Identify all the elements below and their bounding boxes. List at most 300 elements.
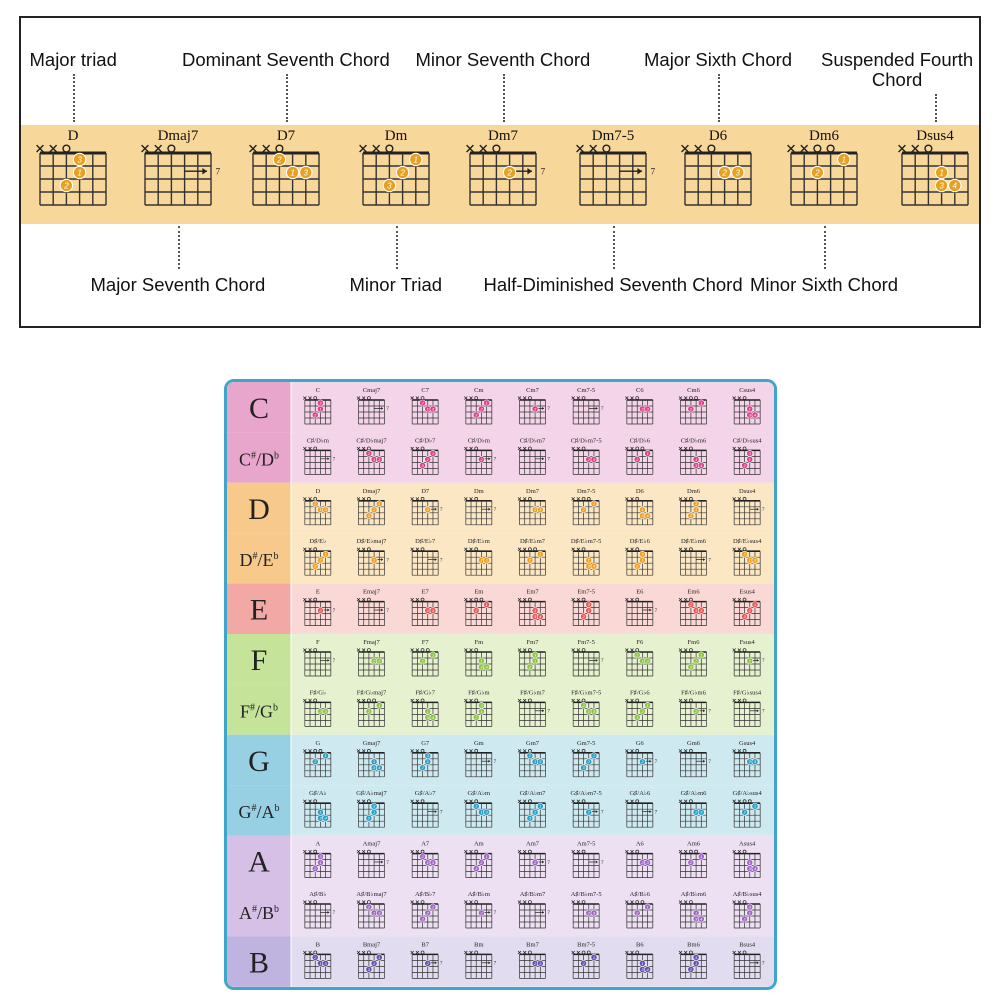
chord-name: G♯/A♭m6: [680, 790, 707, 798]
finger-number: 3: [528, 815, 532, 821]
chord-name: A♯/B♭m7: [519, 891, 546, 898]
finger-number: 3: [314, 563, 317, 569]
finger-number: 2: [372, 960, 376, 966]
label-slash: /E: [257, 550, 274, 571]
chord-type-legend: [19, 16, 981, 328]
label-sharp: #: [250, 702, 256, 714]
finger-number: 2: [528, 753, 532, 759]
finger-number: 4: [592, 563, 596, 569]
finger-number: 2: [636, 563, 639, 569]
chord-name: A♯/B♭7: [414, 891, 436, 898]
legend-label-text: Suspended Fourth: [821, 49, 974, 70]
finger-number: 1: [485, 400, 488, 406]
finger-number: 2: [367, 450, 371, 456]
finger-number: 3: [592, 456, 596, 462]
finger-number: 2: [367, 904, 371, 910]
finger-number: 2: [372, 658, 376, 664]
chord-name: Cm6: [687, 387, 700, 394]
finger-number: 2: [582, 960, 585, 966]
fret-number: 7: [332, 608, 336, 614]
legend-label-text: Minor Seventh Chord: [415, 49, 591, 70]
finger-number: 3: [480, 702, 483, 708]
finger-number: 3: [480, 664, 483, 670]
finger-number: 1: [426, 859, 429, 865]
chart-row-label: C: [248, 392, 270, 425]
finger-number: 2: [480, 910, 483, 916]
chord-name: Am: [473, 840, 484, 848]
finger-number: 2: [314, 759, 317, 765]
finger-number: 3: [387, 181, 392, 191]
legend-label-text: Minor Sixth Chord: [750, 274, 899, 295]
fret-number: 7: [600, 407, 604, 413]
chord-name: F♯/G♭m7-5: [571, 689, 602, 697]
fret-number: 7: [708, 759, 711, 765]
finger-number: 3: [539, 507, 542, 513]
chord-name: A♯/B♭m7-5: [570, 891, 602, 898]
finger-number: 3: [372, 765, 376, 771]
finger-number: 3: [378, 456, 381, 462]
finger-number: 2: [533, 406, 537, 412]
finger-number: 2: [587, 759, 590, 765]
finger-number: 2: [694, 708, 698, 714]
chord-name: C♯/D♭m: [306, 437, 329, 445]
finger-number: 1: [694, 607, 698, 613]
finger-number: 2: [426, 456, 429, 462]
chord-name: F♯/G♭m6: [681, 689, 706, 697]
finger-number: 3: [939, 181, 944, 191]
finger-number: 2: [314, 501, 317, 507]
label-flat: b: [273, 551, 279, 563]
chord-name: Dm7-5: [576, 487, 596, 495]
finger-number: 2: [475, 714, 478, 720]
finger-number: 4: [700, 462, 703, 468]
legend-label-text: Minor Triad: [349, 274, 443, 295]
legend-chord-name: D7: [276, 128, 296, 144]
chord-name: Esus4: [739, 588, 755, 596]
legend-chord-name: Dsus4: [916, 128, 954, 144]
finger-number: 1: [319, 859, 322, 865]
finger-number: 3: [319, 853, 322, 859]
finger-number: 4: [753, 412, 757, 418]
finger-number: 3: [694, 501, 698, 507]
finger-number: 3: [646, 658, 649, 664]
finger-number: 2: [748, 759, 751, 765]
finger-number: 1: [748, 406, 751, 412]
fret-number: 7: [493, 457, 497, 463]
finger-number: 1: [431, 450, 435, 456]
finger-number: 3: [641, 966, 644, 972]
finger-number: 2: [689, 513, 693, 519]
fret-number: 7: [547, 860, 550, 866]
chord-name: Gsus4: [739, 739, 756, 747]
finger-number: 2: [636, 652, 639, 658]
finger-number: 2: [426, 507, 429, 513]
chord-name: Dsus4: [739, 487, 756, 495]
finger-number: 1: [700, 652, 703, 658]
legend-chord-name: D: [67, 128, 79, 144]
legend-label-text: Major Sixth Chord: [644, 49, 793, 70]
finger-number: 3: [426, 714, 429, 720]
finger-number: 3: [592, 910, 596, 916]
finger-number: 2: [641, 759, 644, 765]
chord-chart: [224, 379, 777, 990]
finger-number: 2: [480, 859, 483, 865]
legend-label-text: Major triad: [29, 49, 117, 70]
chord-name: Cm7: [526, 387, 539, 394]
chord-name: Dmaj7: [362, 487, 381, 495]
finger-number: 3: [372, 803, 376, 809]
finger-number: 2: [689, 406, 693, 412]
fret-number: 7: [761, 709, 765, 715]
label-root: C: [238, 449, 252, 470]
finger-number: 2: [372, 507, 376, 513]
chord-name: G♯/A♭m7: [519, 790, 546, 798]
chord-name: Am6: [687, 840, 700, 848]
finger-number: 2: [400, 168, 405, 178]
chord-name: Dm7: [526, 487, 539, 495]
finger-number: 1: [748, 910, 751, 916]
finger-number: 1: [646, 450, 649, 456]
finger-number: 1: [753, 803, 757, 809]
fret-number: 7: [386, 860, 389, 866]
chord-name: A6: [635, 840, 644, 848]
legend-chord-name: Dm7: [488, 128, 518, 144]
chord-name: Amaj7: [362, 840, 381, 848]
finger-number: 1: [426, 708, 429, 714]
finger-number: 2: [475, 803, 478, 809]
finger-number: 3: [475, 412, 478, 418]
finger-number: 3: [475, 865, 478, 871]
finger-number: 4: [485, 664, 488, 670]
finger-number: 1: [378, 954, 381, 960]
legend-chord-diagram: [788, 145, 857, 205]
chord-name: Cm7-5: [577, 387, 596, 394]
finger-number: 2: [689, 966, 693, 972]
finger-number: 3: [592, 708, 596, 714]
chart-row-label: [239, 802, 280, 822]
chart-row-label: D: [248, 492, 270, 526]
finger-number: 2: [319, 607, 322, 613]
finger-number: 3: [367, 966, 371, 972]
finger-number: 2: [421, 658, 424, 664]
fret-number: 7: [540, 166, 546, 177]
chord-name: G: [315, 739, 321, 747]
fret-number: 7: [761, 507, 765, 513]
chord-name: G♯/A♭6: [629, 790, 651, 798]
chord-name: Bm: [474, 941, 484, 949]
chart-row-label: A: [248, 845, 270, 879]
chord-name: F6: [636, 639, 644, 646]
fret-number: 7: [439, 507, 443, 513]
finger-number: 2: [641, 859, 644, 865]
chord-name: D♯/E♭m7-5: [570, 538, 602, 546]
chord-name: Em7: [526, 588, 539, 596]
chart-row-label: [240, 550, 279, 570]
legend-diagrams: [21, 18, 979, 326]
fret-number: 7: [654, 608, 658, 614]
finger-number: 1: [426, 759, 429, 765]
chord-name: F♯/G♭: [309, 689, 327, 697]
legend-chord-diagram: [467, 145, 546, 205]
chord-name: Emaj7: [363, 588, 380, 596]
fret-number: 7: [708, 709, 711, 715]
open-marker: [63, 145, 70, 152]
chord-name: A♯/B♭m6: [680, 891, 707, 898]
chord-name: Fm7: [526, 639, 539, 646]
chord-name: C♯/D♭sus4: [732, 437, 762, 445]
finger-number: 1: [587, 708, 590, 714]
open-marker: [925, 145, 932, 152]
fret-number: 7: [547, 709, 550, 715]
fret-number: 7: [332, 911, 336, 917]
finger-number: 3: [743, 613, 746, 619]
finger-number: 4: [646, 966, 649, 972]
finger-number: 2: [587, 809, 590, 815]
finger-number: 3: [700, 607, 703, 613]
chart-row-label: [239, 903, 279, 923]
label-sharp: #: [251, 904, 257, 915]
finger-number: 3: [319, 400, 322, 406]
chord-name: Fmaj7: [363, 639, 380, 646]
finger-number: 3: [694, 954, 698, 960]
fret-number: 7: [547, 407, 550, 413]
chord-name: Am7-5: [576, 840, 596, 848]
label-root: F: [239, 701, 251, 722]
finger-number: 1: [426, 406, 429, 412]
finger-number: 2: [748, 658, 751, 664]
chord-name: C♯/D♭m: [467, 437, 490, 445]
fret-number: 7: [493, 759, 497, 765]
chord-name: G♯/A♭7: [414, 790, 436, 798]
fret-number: 7: [439, 961, 443, 967]
finger-number: 1: [372, 456, 376, 462]
finger-number: 2: [748, 607, 751, 613]
finger-number: 3: [641, 513, 644, 519]
chord-name: Em6: [687, 588, 700, 596]
finger-number: 1: [646, 702, 649, 708]
finger-number: 3: [426, 753, 429, 759]
finger-number: 1: [378, 702, 381, 708]
finger-number: 1: [748, 557, 751, 563]
finger-number: 3: [641, 551, 644, 557]
chord-name: Dm6: [687, 487, 700, 495]
chord-name: G♯/A♭: [309, 790, 327, 798]
finger-number: 2: [533, 507, 537, 513]
chord-name: Em7-5: [577, 588, 596, 596]
chord-name: C♯/D♭maj7: [356, 437, 387, 445]
label-sharp: #: [251, 803, 257, 815]
chord-name: D♯/E♭7: [415, 538, 436, 546]
finger-number: 3: [324, 708, 327, 714]
finger-number: 2: [636, 910, 639, 916]
finger-number: 1: [592, 501, 596, 507]
finger-number: 2: [743, 809, 746, 815]
slide-arrowhead: [637, 168, 642, 175]
finger-number: 3: [378, 910, 381, 916]
chord-name: D7: [421, 487, 430, 495]
fret-number: 7: [493, 961, 497, 967]
finger-number: 3: [431, 607, 435, 613]
label-slash: /D: [256, 449, 275, 470]
finger-number: 3: [646, 406, 649, 412]
chord-name: G♯/A♭maj7: [356, 790, 387, 798]
finger-number: 1: [413, 155, 419, 165]
finger-number: 3: [485, 809, 488, 815]
chord-name: B7: [421, 941, 429, 949]
finger-number: 3: [319, 815, 322, 821]
finger-number: 2: [480, 406, 483, 412]
finger-number: 1: [290, 168, 295, 178]
finger-number: 3: [735, 168, 741, 178]
finger-number: 3: [748, 412, 751, 418]
legend-label-text: Major Seventh Chord: [90, 274, 266, 295]
legend-chord-name: Dm6: [809, 128, 839, 144]
chord-name: D♯/E♭maj7: [356, 538, 387, 546]
finger-number: 2: [533, 960, 537, 966]
finger-number: 4: [753, 865, 757, 871]
finger-number: 2: [480, 456, 483, 462]
finger-number: 2: [475, 607, 478, 613]
finger-number: 2: [815, 168, 820, 178]
chord-name: C♯/D♭m7-5: [570, 437, 602, 445]
finger-number: 2: [641, 406, 644, 412]
chord-name: A: [315, 840, 321, 848]
finger-number: 2: [480, 557, 483, 563]
label-flat: b: [273, 702, 279, 714]
chord-name: F♯/G♭m: [468, 689, 490, 697]
fret-number: 7: [386, 407, 389, 413]
chord-name: A♯/B♭sus4: [732, 891, 762, 898]
legend-chord-diagram: [37, 145, 106, 205]
finger-number: 3: [539, 960, 542, 966]
chart-row-label: F: [250, 644, 268, 677]
finger-number: 3: [367, 513, 371, 519]
legend-chord-name: Dm: [384, 128, 408, 144]
fret-number: 7: [439, 558, 443, 564]
finger-number: 1: [485, 853, 488, 859]
finger-number: 4: [431, 714, 435, 720]
chord-name: Csus4: [739, 387, 756, 394]
finger-number: 1: [748, 456, 751, 462]
chord-name: G7: [421, 739, 430, 747]
finger-number: 2: [587, 910, 590, 916]
label-root: G: [238, 802, 252, 823]
chord-name: D♯/E♭m6: [680, 538, 707, 546]
finger-number: 3: [421, 916, 424, 922]
finger-number: 1: [694, 507, 698, 513]
finger-number: 3: [485, 557, 488, 563]
fret-number: 7: [386, 608, 389, 614]
fret-number: 7: [654, 759, 658, 765]
finger-number: 1: [77, 168, 82, 178]
finger-number: 1: [700, 400, 703, 406]
chart-row-label: G: [248, 744, 270, 778]
finger-number: 4: [324, 815, 327, 821]
chord-name: D♯/E♭sus4: [732, 538, 762, 546]
finger-number: 1: [431, 904, 435, 910]
chord-name: A7: [421, 840, 430, 848]
fret-number: 7: [708, 558, 711, 564]
finger-number: 1: [372, 910, 376, 916]
finger-number: 2: [421, 765, 424, 771]
finger-number: 3: [689, 664, 693, 670]
finger-number: 3: [700, 809, 703, 815]
finger-number: 1: [700, 853, 703, 859]
finger-number: 2: [636, 456, 639, 462]
finger-number: 2: [694, 809, 698, 815]
finger-number: 3: [694, 462, 698, 468]
chord-name: G♯/A♭sus4: [732, 790, 762, 798]
finger-number: 1: [324, 753, 327, 759]
chord-name: C6: [636, 387, 644, 394]
chord-name: A♯/B♭: [309, 891, 327, 898]
open-marker: [386, 145, 393, 152]
open-marker: [827, 145, 834, 152]
finger-number: 1: [694, 910, 698, 916]
finger-number: 1: [485, 601, 488, 607]
finger-number: 1: [641, 960, 644, 966]
finger-number: 1: [939, 168, 944, 178]
finger-number: 2: [743, 551, 746, 557]
finger-number: 3: [77, 155, 82, 165]
finger-number: 2: [582, 507, 585, 513]
finger-number: 3: [582, 765, 585, 771]
chord-name: Asus4: [739, 840, 756, 848]
finger-number: 1: [694, 456, 698, 462]
finger-number: 1: [480, 809, 483, 815]
finger-number: 2: [743, 916, 746, 922]
chord-name: A♯/B♭m: [467, 891, 490, 898]
finger-number: 2: [743, 462, 746, 468]
finger-number: 1: [324, 551, 327, 557]
finger-number: 2: [372, 557, 376, 563]
finger-number: 1: [646, 904, 649, 910]
finger-number: 3: [303, 168, 309, 178]
finger-number: 2: [319, 708, 322, 714]
fret-number: 7: [547, 457, 550, 463]
fret-number: 7: [493, 911, 497, 917]
finger-number: 1: [641, 557, 644, 563]
finger-number: 3: [533, 613, 537, 619]
finger-number: 2: [426, 960, 429, 966]
finger-number: 1: [694, 960, 698, 966]
legend-label-text: Chord: [871, 69, 923, 90]
finger-number: 3: [539, 759, 542, 765]
finger-number: 3: [646, 859, 649, 865]
finger-number: 2: [314, 412, 317, 418]
finger-number: 1: [378, 501, 381, 507]
finger-number: 1: [533, 607, 537, 613]
chord-name: C♯/D♭7: [414, 437, 436, 445]
chord-name: D♯/E♭m: [467, 538, 490, 546]
finger-number: 3: [748, 865, 751, 871]
chord-name: C♯/D♭m6: [680, 437, 707, 445]
fret-number: 7: [650, 166, 656, 177]
chord-name: F♯/G♭m7: [520, 689, 545, 697]
finger-number: 4: [539, 613, 542, 619]
chord-name: E6: [636, 588, 644, 596]
chord-name: A♯/B♭6: [629, 891, 651, 898]
chord-name: Gm7-5: [576, 739, 596, 747]
finger-number: 2: [533, 859, 537, 865]
fret-number: 7: [761, 961, 765, 967]
finger-number: 1: [533, 759, 537, 765]
finger-number: 2: [367, 708, 371, 714]
finger-number: 3: [431, 859, 435, 865]
finger-number: 4: [952, 181, 958, 191]
finger-number: 4: [378, 765, 381, 771]
fret-number: 7: [215, 166, 221, 177]
